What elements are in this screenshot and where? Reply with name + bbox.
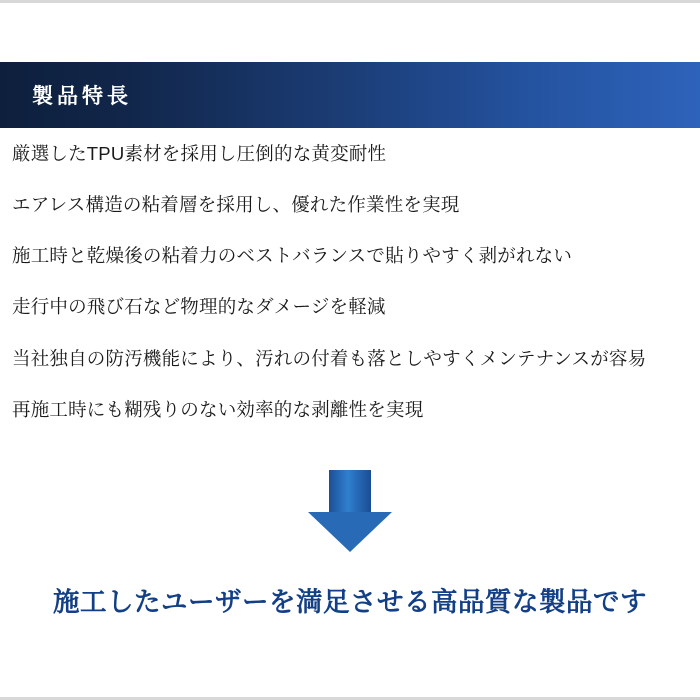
closing-statement: 施工したユーザーを満足させる高品質な製品です	[53, 587, 647, 617]
arrow-down-icon	[308, 470, 392, 552]
page-title: 製品特長	[32, 85, 132, 108]
arrow-head	[308, 512, 392, 552]
arrow-shaft	[329, 470, 371, 512]
list-item: 走行中の飛び石など物理的なダメージを軽減	[12, 296, 386, 318]
top-divider	[0, 0, 700, 3]
list-item: 再施工時にも糊残りのない効率的な剥離性を実現	[12, 398, 424, 420]
section-header-band	[0, 62, 700, 128]
list-item: 当社独自の防汚機能により、汚れの付着も落としやすくメンテナンスが容易	[12, 347, 647, 369]
arrow-container	[0, 470, 700, 570]
list-item: 施工時と乾燥後の粘着力のベストバランスで貼りやすく剥がれない	[12, 245, 573, 267]
list-item: 厳選したTPU素材を採用し圧倒的な黄変耐性	[12, 143, 387, 164]
list-item: エアレス構造の粘着層を採用し、優れた作業性を実現	[12, 194, 460, 216]
feature-list	[10, 142, 694, 449]
